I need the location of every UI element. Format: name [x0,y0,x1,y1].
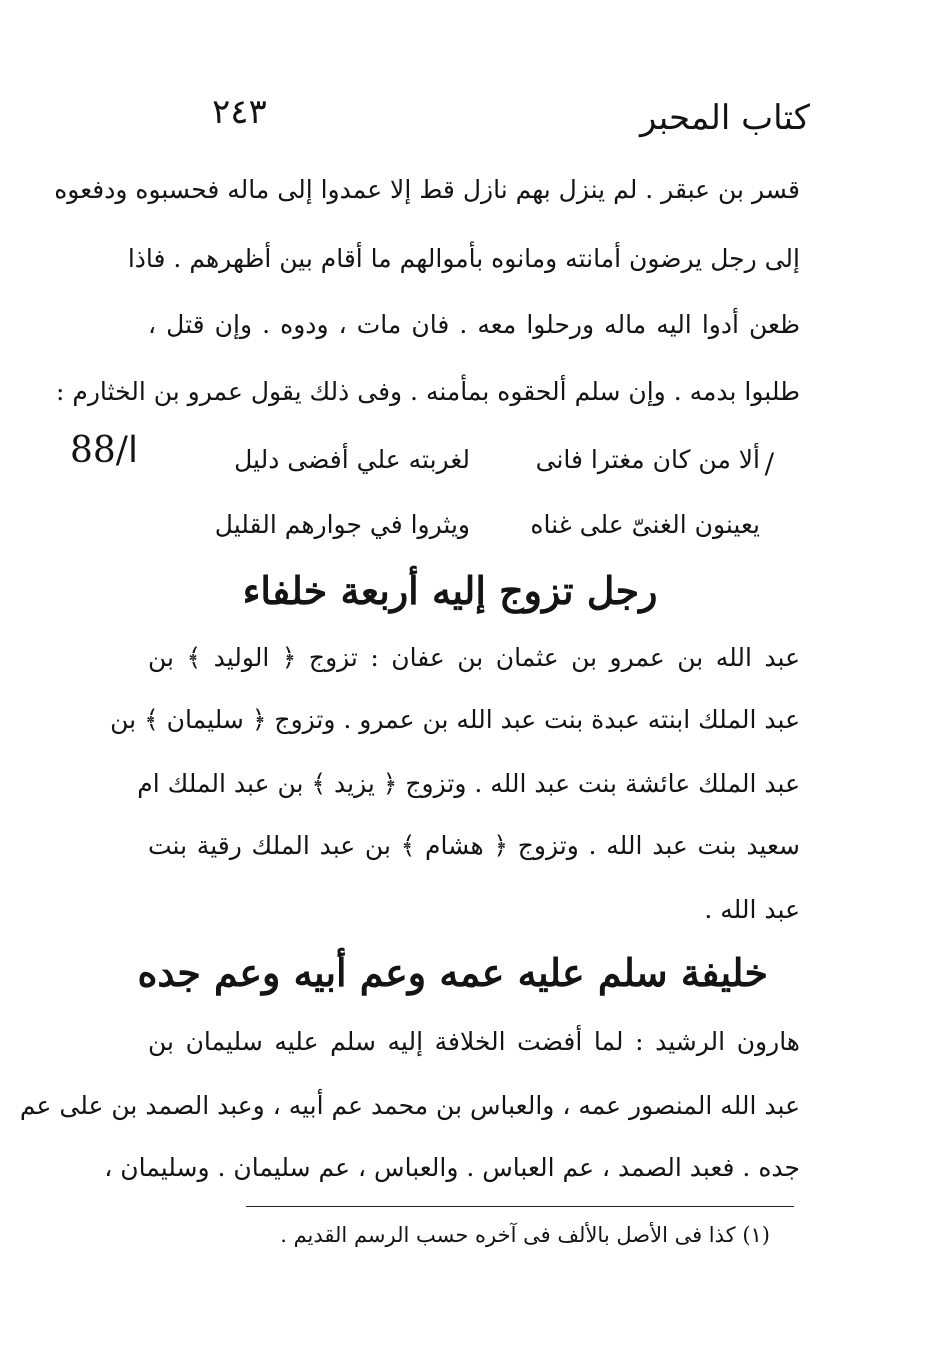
margin-reference: 88/ا [70,430,138,471]
text-line: عبد الله المنصور عمه ، والعباس بن محمد عم أبيه ، وعبد الصمد بن على عم [19,1091,800,1120]
text-line: إلى رجل يرضون أمانته ومانوه بأموالهم ما أقام بين أظهرهم . فاذا [127,244,800,273]
footnote-divider [246,1206,794,1207]
text-line: هارون الرشيد : لما أفضت الخلافة إليه سلم عليه سليمان بن [148,1027,800,1056]
text-line: ظعن أدوا اليه ماله ورحلوا معه . فان مات ، ودوه . وإن قتل ، [148,310,800,339]
verse-hemistich: لغربته علي أفضى دليل [234,445,470,474]
text-line: قسر بن عبقر . لم ينزل بهم نازل قط إلا عمدوا إلى ماله فحسبوه ودفعوه [54,175,800,204]
text-line: عبد الله . [704,895,800,924]
text-line: عبد الملك عائشة بنت عبد الله . وتزوج ﴿ يزيد ﴾ بن عبد الملك ام [137,769,800,798]
text-line: عبد الله بن عمرو بن عثمان بن عفان : تزوج ﴿ الوليد ﴾ بن [148,643,800,672]
text-line: طلبوا بدمه . وإن سلم ألحقوه بمأمنه . وفى ذلك يقول عمرو بن الخثارم : [56,377,800,406]
text-line: عبد الملك ابنته عبدة بنت عبد الله بن عمرو . وتزوج ﴿ سليمان ﴾ بن [110,705,800,734]
page-number: ٢٤٣ [212,92,267,132]
footnote: (١) كذا فى الأصل بالألف فى آخره حسب الرسم القديم . [280,1223,770,1247]
book-title: كتاب المحبر [639,98,810,138]
verse-hemistich: ويثروا في جوارهم القليل [214,510,470,539]
section-heading: رجل تزوج إليه أربعة خلفاء [242,568,658,613]
text-line: سعيد بنت عبد الله . وتزوج ﴿ هشام ﴾ بن عبد الملك رقية بنت [148,831,800,860]
verse-marker: / [764,447,774,480]
verse-hemistich: يعينون الغنىّ على غناه [530,510,760,539]
verse-hemistich: ألا من كان مغترا فانى [535,445,760,474]
text-line: جده . فعبد الصمد ، عم العباس . والعباس ، عم سليمان . وسليمان ، [104,1153,800,1182]
section-heading: خليفة سلم عليه عمه وعم أبيه وعم جده [137,950,768,995]
